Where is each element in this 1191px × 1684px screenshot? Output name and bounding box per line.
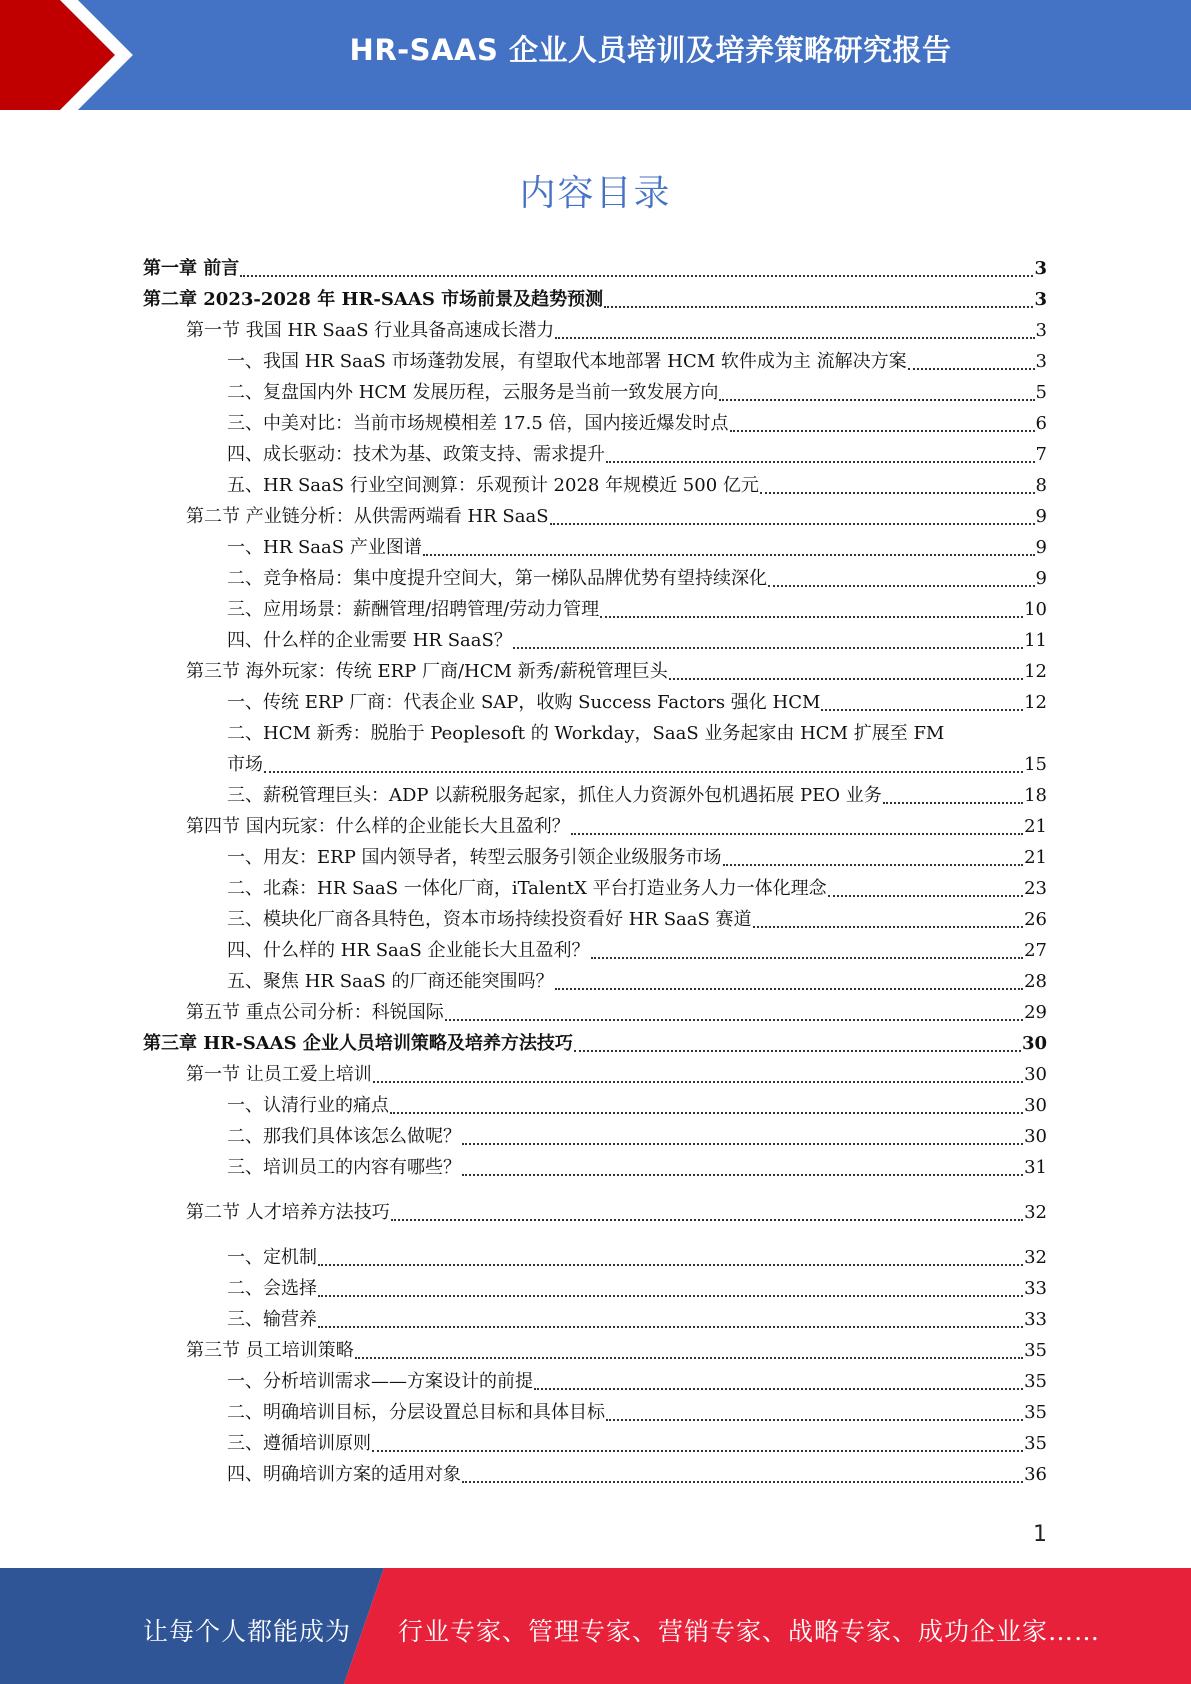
toc-entry-page: 23 <box>1024 878 1047 899</box>
dot-leader <box>372 1450 1023 1452</box>
toc-entry[interactable] <box>143 408 1047 439</box>
toc-entry-page: 7 <box>1035 444 1047 465</box>
toc-entry-page: 3 <box>1034 289 1047 310</box>
toc-entry[interactable] <box>143 1152 1047 1183</box>
toc-heading: 内容目录 <box>519 173 672 214</box>
dot-leader <box>883 802 1023 804</box>
toc-entry-page: 29 <box>1024 1002 1047 1023</box>
toc-entry-page: 3 <box>1035 351 1047 372</box>
toc-entry-title: 二、HCM 新秀：脱胎于 Peoplesoft 的 Workday，SaaS 业务起家由 HCM 扩展至 FM <box>227 723 945 744</box>
dot-leader <box>908 368 1035 370</box>
toc-entry[interactable] <box>143 1335 1047 1366</box>
toc-entry-title: 五、聚焦 HR SaaS 的厂商还能突围吗？ <box>227 971 554 992</box>
dot-leader <box>669 678 1023 680</box>
dot-leader <box>462 1174 1023 1176</box>
toc-entry[interactable] <box>143 873 1047 904</box>
dot-leader <box>355 1357 1023 1359</box>
toc-entry-title: 市场 <box>227 754 263 775</box>
toc-entry-page: 30 <box>1024 1095 1047 1116</box>
toc-entry[interactable] <box>143 780 1047 811</box>
dot-leader <box>390 1112 1023 1114</box>
toc-entry[interactable] <box>143 935 1047 966</box>
dot-leader <box>606 1419 1023 1421</box>
toc-entry-title: 第二章 2023-2028 年 HR-SAAS 市场前景及趋势预测 <box>143 289 604 310</box>
dot-leader <box>555 337 1034 339</box>
toc-entry-page: 5 <box>1035 382 1047 403</box>
toc-entry-title: 三、应用场景：薪酬管理/招聘管理/劳动力管理 <box>227 599 600 620</box>
toc-entry-title: 一、定机制 <box>227 1247 317 1268</box>
toc-entry[interactable] <box>143 718 1047 749</box>
dot-leader <box>571 833 1023 835</box>
dot-leader <box>723 864 1024 866</box>
dot-leader <box>318 1295 1023 1297</box>
toc-entry[interactable] <box>143 656 1047 687</box>
dot-leader <box>604 306 1033 308</box>
toc-entry-title: 三、中美对比：当前市场规模相差 17.5 倍，国内接近爆发时点 <box>227 413 729 434</box>
toc-entry-title: 三、输营养 <box>227 1309 317 1330</box>
toc-entry-title: 三、模块化厂商各具特色，资本市场持续投资看好 HR SaaS 赛道 <box>227 909 752 930</box>
toc-entry-title: 第二节 产业链分析：从供需两端看 HR SaaS <box>186 506 549 527</box>
toc-entry-page: 10 <box>1024 599 1047 620</box>
toc-entry-title: 第一节 我国 HR SaaS 行业具备高速成长潜力 <box>186 320 555 341</box>
footer-slogan-right: 行业专家、管理专家、营销专家、战略专家、成功企业家…… <box>398 1617 1101 1646</box>
toc-entry-title: 二、明确培训目标，分层设置总目标和具体目标 <box>227 1402 605 1423</box>
toc-entry[interactable] <box>143 997 1047 1028</box>
toc-entry-page: 36 <box>1024 1464 1047 1485</box>
toc-entry[interactable] <box>143 1273 1047 1304</box>
toc-entry[interactable] <box>143 1366 1047 1397</box>
toc-entry[interactable] <box>143 594 1047 625</box>
toc-entry-page: 35 <box>1024 1402 1047 1423</box>
toc-entry-page: 28 <box>1024 971 1047 992</box>
toc-entry-page: 21 <box>1024 847 1047 868</box>
dot-leader <box>574 1050 1021 1052</box>
dot-leader <box>828 895 1023 897</box>
toc-entry-page: 8 <box>1035 475 1047 496</box>
toc-entry-title: 第一节 让员工爱上培训 <box>186 1064 372 1085</box>
toc-entry-page: 3 <box>1034 258 1047 279</box>
toc-entry-title: 第五节 重点公司分析：科锐国际 <box>186 1002 444 1023</box>
toc-entry-title: 一、分析培训需求——方案设计的前提 <box>227 1371 533 1392</box>
toc-entry-title: 一、HR SaaS 产业图谱 <box>227 537 422 558</box>
toc-entry[interactable] <box>143 563 1047 594</box>
toc-entry-title: 一、认清行业的痛点 <box>227 1095 389 1116</box>
toc-entry-page: 27 <box>1024 940 1047 961</box>
toc-entry[interactable] <box>143 625 1047 656</box>
toc-entry[interactable] <box>143 253 1047 284</box>
toc-entry-title: 第三节 海外玩家：传统 ERP 厂商/HCM 新秀/薪税管理巨头 <box>186 661 668 682</box>
toc-entry-title: 一、传统 ERP 厂商：代表企业 SAP，收购 Success Factors 强化 HCM <box>227 692 821 713</box>
toc-entry[interactable] <box>143 439 1047 470</box>
toc-entry[interactable] <box>143 1304 1047 1335</box>
toc-entry[interactable] <box>143 811 1047 842</box>
footer-slogan-left: 让每个人都能成为 <box>143 1617 352 1646</box>
dot-leader <box>600 616 1023 618</box>
dot-leader <box>753 926 1024 928</box>
toc-entry[interactable] <box>143 532 1047 563</box>
dot-leader <box>240 275 1033 277</box>
toc-entry[interactable] <box>143 377 1047 408</box>
toc-entry[interactable] <box>143 315 1047 346</box>
toc-entry-title: 一、我国 HR SaaS 市场蓬勃发展，有望取代本地部署 HCM 软件成为主 流解决方案 <box>227 351 907 372</box>
toc-entry-page: 18 <box>1024 785 1047 806</box>
toc-entry-title: 三、薪税管理巨头：ADP 以薪税服务起家，抓住人力资源外包机遇拓展 PEO 业务 <box>227 785 882 806</box>
dot-leader <box>534 1388 1023 1390</box>
dot-leader <box>821 709 1023 711</box>
toc-entry-page: 32 <box>1024 1202 1047 1223</box>
toc-entry[interactable] <box>143 1028 1047 1059</box>
dot-leader <box>318 1326 1023 1328</box>
toc-entry-title: 五、HR SaaS 行业空间测算：乐观预计 2028 年规模近 500 亿元 <box>227 475 759 496</box>
toc-entry-page: 32 <box>1024 1247 1047 1268</box>
toc-entry-page: 21 <box>1024 816 1047 837</box>
toc-entry-title: 四、明确培训方案的适用对象 <box>227 1464 461 1485</box>
dot-leader <box>730 430 1035 432</box>
header-band <box>0 0 1191 110</box>
dot-leader <box>264 771 1023 773</box>
footer-band <box>0 1568 1191 1684</box>
toc-entry-title: 四、什么样的企业需要 HR SaaS？ <box>227 630 512 651</box>
toc-entry[interactable] <box>143 904 1047 935</box>
document-title: HR-SAAS 企业人员培训及培养策略研究报告 <box>349 33 952 67</box>
toc-entry-title: 二、会选择 <box>227 1278 317 1299</box>
toc-entry-page: 35 <box>1024 1371 1047 1392</box>
toc-entry[interactable] <box>143 1459 1047 1490</box>
dot-leader <box>318 1264 1023 1266</box>
toc-entry[interactable] <box>143 1090 1047 1121</box>
dot-leader <box>462 1481 1023 1483</box>
dot-leader <box>513 647 1023 649</box>
toc-entry-page: 31 <box>1024 1157 1047 1178</box>
toc-entry[interactable] <box>143 1242 1047 1273</box>
toc-entry[interactable] <box>143 1121 1047 1152</box>
toc-entry-title: 二、北森：HR SaaS 一体化厂商，iTalentX 平台打造业务人力一体化理念 <box>227 878 827 899</box>
dot-leader <box>391 1219 1023 1221</box>
toc-entry-page: 30 <box>1024 1064 1047 1085</box>
toc-entry-page: 12 <box>1024 692 1047 713</box>
toc-entry-title: 四、什么样的 HR SaaS 企业能长大且盈利？ <box>227 940 590 961</box>
dot-leader <box>591 957 1024 959</box>
dot-leader <box>373 1081 1023 1083</box>
toc-entry[interactable] <box>143 1197 1047 1228</box>
toc-entry[interactable] <box>143 1397 1047 1428</box>
dot-leader <box>423 554 1035 556</box>
toc-entry-title: 二、复盘国内外 HCM 发展历程，云服务是当前一致发展方向 <box>227 382 719 403</box>
toc-entry-title: 二、竞争格局：集中度提升空间大，第一梯队品牌优势有望持续深化 <box>227 568 767 589</box>
toc-entry[interactable] <box>143 842 1047 873</box>
toc-entry[interactable] <box>143 501 1047 532</box>
toc-entry-page: 11 <box>1024 630 1047 651</box>
toc-entry[interactable] <box>143 1059 1047 1090</box>
toc-entry-page: 6 <box>1035 413 1047 434</box>
dot-leader <box>606 461 1035 463</box>
toc-entry[interactable] <box>143 966 1047 997</box>
toc-entry-title: 第三章 HR-SAAS 企业人员培训策略及培养方法技巧 <box>143 1033 573 1054</box>
toc-entry[interactable] <box>143 687 1047 718</box>
toc-entry-page: 30 <box>1021 1033 1047 1054</box>
toc-entry-page: 9 <box>1035 537 1047 558</box>
dot-leader <box>462 1143 1023 1145</box>
toc-entry-page: 9 <box>1035 568 1047 589</box>
chevron-arrow-icon <box>0 0 150 110</box>
toc-entry-page: 35 <box>1024 1433 1047 1454</box>
toc-entry-title: 第一章 前言 <box>143 258 240 279</box>
dot-leader <box>768 585 1035 587</box>
dot-leader <box>760 492 1035 494</box>
toc-entry-page: 26 <box>1024 909 1047 930</box>
toc-entry-title: 第四节 国内玩家：什么样的企业能长大且盈利？ <box>186 816 570 837</box>
table-of-contents <box>143 253 1047 1490</box>
toc-entry-title: 三、遵循培训原则 <box>227 1433 371 1454</box>
dot-leader <box>555 988 1024 990</box>
toc-entry-title: 第二节 人才培养方法技巧 <box>186 1202 390 1223</box>
toc-entry-page: 33 <box>1024 1309 1047 1330</box>
toc-entry-page: 9 <box>1035 506 1047 527</box>
dot-leader <box>550 523 1035 525</box>
dot-leader <box>719 399 1034 401</box>
toc-entry[interactable] <box>143 470 1047 501</box>
toc-entry-page: 35 <box>1024 1340 1047 1361</box>
toc-entry[interactable] <box>143 1428 1047 1459</box>
toc-entry-title: 一、用友：ERP 国内领导者，转型云服务引领企业级服务市场 <box>227 847 722 868</box>
toc-entry-page: 12 <box>1024 661 1047 682</box>
toc-entry[interactable] <box>143 749 1047 780</box>
toc-entry-title: 三、培训员工的内容有哪些？ <box>227 1157 461 1178</box>
toc-entry-page: 30 <box>1024 1126 1047 1147</box>
toc-entry-page: 15 <box>1024 754 1047 775</box>
toc-entry-page: 33 <box>1024 1278 1047 1299</box>
toc-entry-title: 二、那我们具体该怎么做呢？ <box>227 1126 461 1147</box>
toc-entry-page: 3 <box>1035 320 1047 341</box>
toc-entry[interactable] <box>143 346 1047 377</box>
toc-entry-title: 第三节 员工培训策略 <box>186 1340 354 1361</box>
toc-entry-title: 四、成长驱动：技术为基、政策支持、需求提升 <box>227 444 605 465</box>
page-number: 1 <box>1033 1522 1047 1547</box>
toc-entry[interactable] <box>143 284 1047 315</box>
dot-leader <box>445 1019 1023 1021</box>
